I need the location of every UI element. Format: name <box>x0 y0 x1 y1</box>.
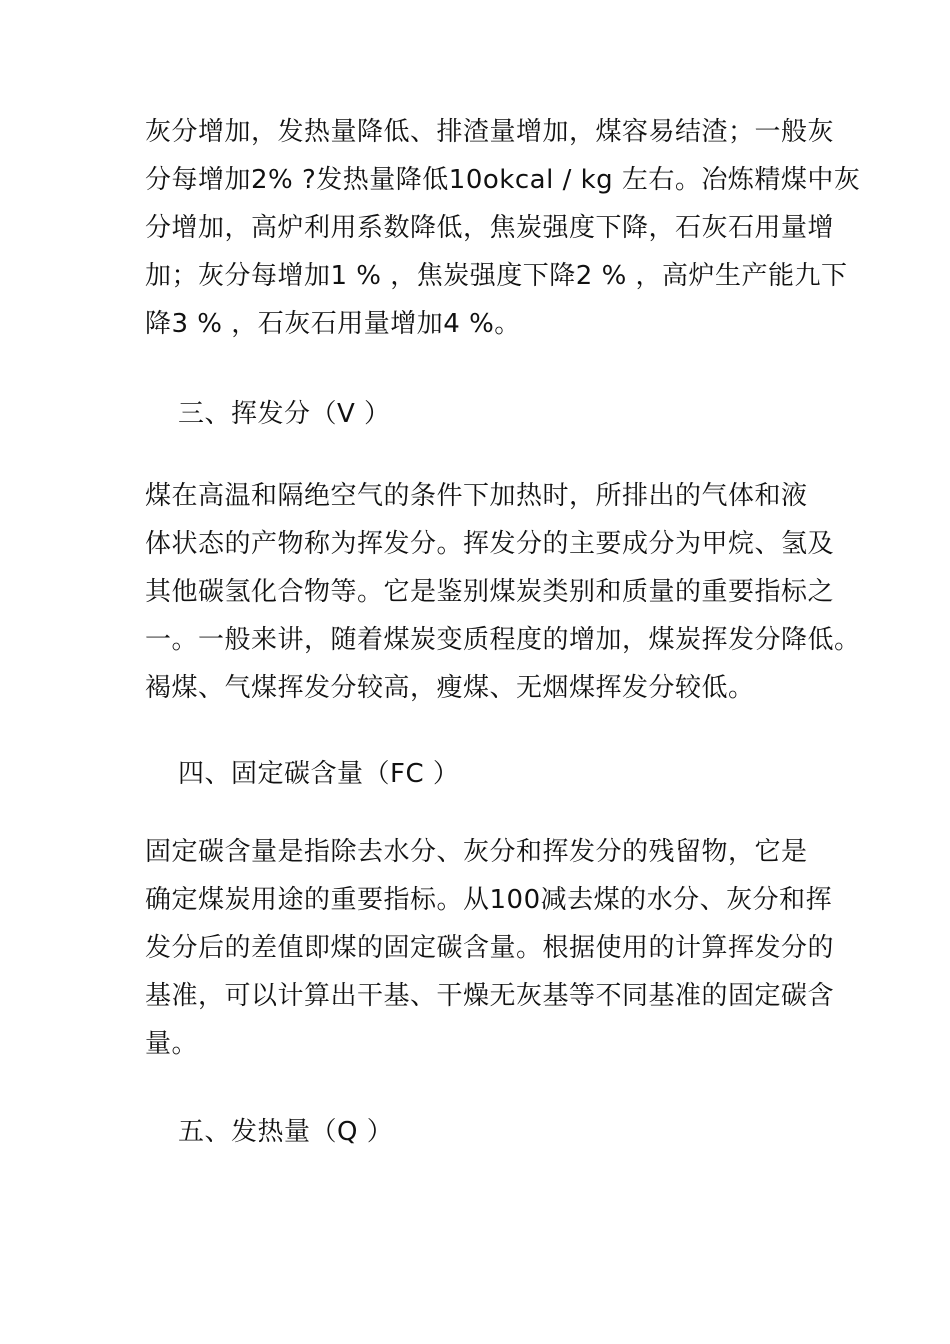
paragraph-line: 分每增加2% ?发热量降低10okcal / kg 左右。冶炼精煤中灰 <box>145 165 861 195</box>
paragraph-line: 体状态的产物称为挥发分。挥发分的主要成分为甲烷、氢及 <box>145 529 835 559</box>
paragraph-line: 降3 % ，石灰石用量增加4 %。 <box>145 309 521 339</box>
section-heading-fixed-carbon: 四、固定碳含量（FC ） <box>178 759 460 789</box>
paragraph-ash-content <box>145 108 861 348</box>
paragraph-line: 确定煤炭用途的重要指标。从100减去煤的水分、灰分和挥 <box>145 885 833 915</box>
paragraph-line: 灰分增加，发热量降低、排渣量增加，煤容易结渣；一般灰 <box>145 117 835 147</box>
section-heading-calorific: 五、发热量（Q ） <box>178 1117 394 1147</box>
paragraph-fixed-carbon-content <box>145 828 835 1068</box>
paragraph-line: 加；灰分每增加1 % ，焦炭强度下降2 % ，高炉生产能九下 <box>145 261 848 291</box>
paragraph-line: 其他碳氢化合物等。它是鉴别煤炭类别和质量的重要指标之 <box>145 577 835 607</box>
paragraph-line: 量。 <box>145 1029 199 1059</box>
paragraph-line: 固定碳含量是指除去水分、灰分和挥发分的残留物，它是 <box>145 837 808 867</box>
paragraph-volatile-content <box>145 472 861 712</box>
paragraph-line: 发分后的差值即煤的固定碳含量。根据使用的计算挥发分的 <box>145 933 835 963</box>
paragraph-line: 褐煤、气煤挥发分较高，瘦煤、无烟煤挥发分较低。 <box>145 673 755 703</box>
section-heading-volatile: 三、挥发分（V ） <box>178 399 391 429</box>
paragraph-line: 煤在高温和隔绝空气的条件下加热时，所排出的气体和液 <box>145 481 808 511</box>
paragraph-line: 分增加，高炉利用系数降低，焦炭强度下降，石灰石用量增 <box>145 213 835 243</box>
paragraph-line: 一。一般来讲，随着煤炭变质程度的增加，煤炭挥发分降低。 <box>145 625 861 655</box>
paragraph-line: 基准，可以计算出干基、干燥无灰基等不同基准的固定碳含 <box>145 981 835 1011</box>
